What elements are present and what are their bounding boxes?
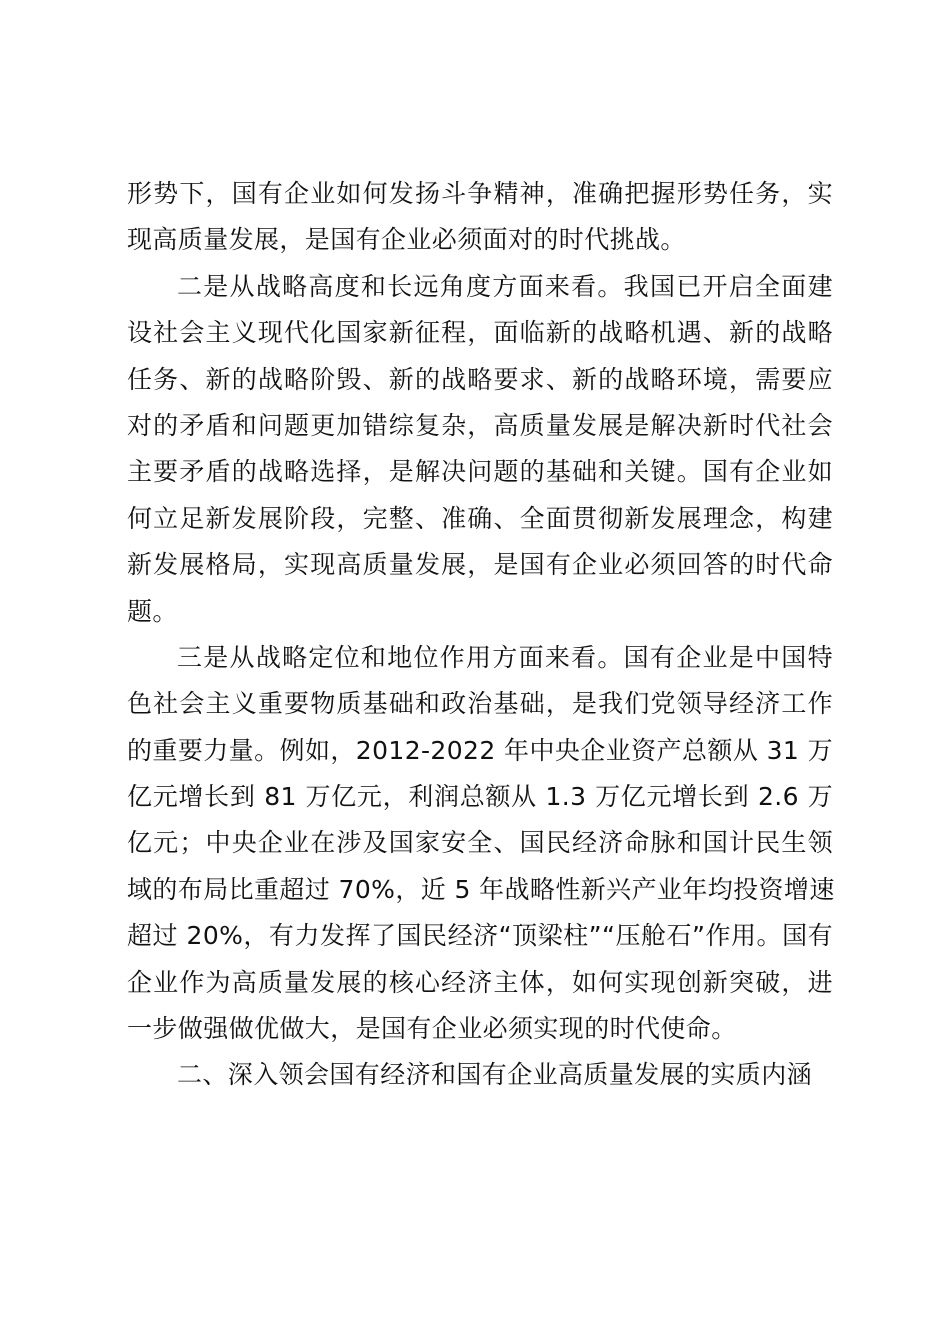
text-line: 的重要力量。例如，2012-2022 年中央企业资产总额从 31 万 — [127, 735, 833, 765]
text-line: 何立足新发展阶段，完整、准确、全面贯彻新发展理念，构建 — [127, 503, 833, 533]
paragraph-strategic-height — [127, 264, 833, 635]
document-body — [127, 171, 833, 1099]
section-heading — [127, 1052, 833, 1098]
section-heading-text: 二、深入领会国有经济和国有企业高质量发展的实质内涵 — [177, 1060, 813, 1090]
text-line: 亿元；中央企业在涉及国家安全、国民经济命脉和国计民生领 — [127, 828, 833, 858]
text-line: 色社会主义重要物质基础和政治基础，是我们党领导经济工作 — [127, 689, 833, 719]
text-line: 三是从战略定位和地位作用方面来看。国有企业是中国特 — [177, 642, 833, 672]
paragraph-situation-continuation — [127, 171, 833, 264]
text-line: 亿元增长到 81 万亿元，利润总额从 1.3 万亿元增长到 2.6 万 — [127, 782, 833, 812]
text-line: 现高质量发展，是国有企业必须面对的时代挑战。 — [127, 225, 686, 255]
text-line: 形势下，国有企业如何发扬斗争精神，准确把握形势任务，实 — [127, 179, 833, 208]
text-line: 题。 — [127, 596, 178, 626]
text-line: 对的矛盾和问题更加错综复杂，高质量发展是解决新时代社会 — [127, 410, 833, 440]
text-line: 域的布局比重超过 70%，近 5 年战略性新兴产业年均投资增速 — [127, 874, 835, 904]
text-line: 一步做强做优做大，是国有企业必须实现的时代使命。 — [127, 1014, 737, 1044]
text-line: 设社会主义现代化国家新征程，面临新的战略机遇、新的战略 — [127, 318, 833, 348]
text-line: 主要矛盾的战略选择，是解决问题的基础和关键。国有企业如 — [127, 457, 833, 487]
text-line: 企业作为高质量发展的核心经济主体，如何实现创新突破，进 — [127, 967, 833, 997]
text-line: 二是从战略高度和长远角度方面来看。我国已开启全面建 — [177, 271, 833, 301]
text-line: 新发展格局，实现高质量发展，是国有企业必须回答的时代命 — [127, 550, 833, 580]
text-line: 任务、新的战略阶毁、新的战略要求、新的战略环境，需要应 — [127, 364, 833, 394]
paragraph-strategic-positioning — [127, 635, 833, 1053]
text-line: 超过 20%，有力发挥了国民经济“顶梁柱”“压舱石”作用。国有 — [127, 921, 833, 951]
